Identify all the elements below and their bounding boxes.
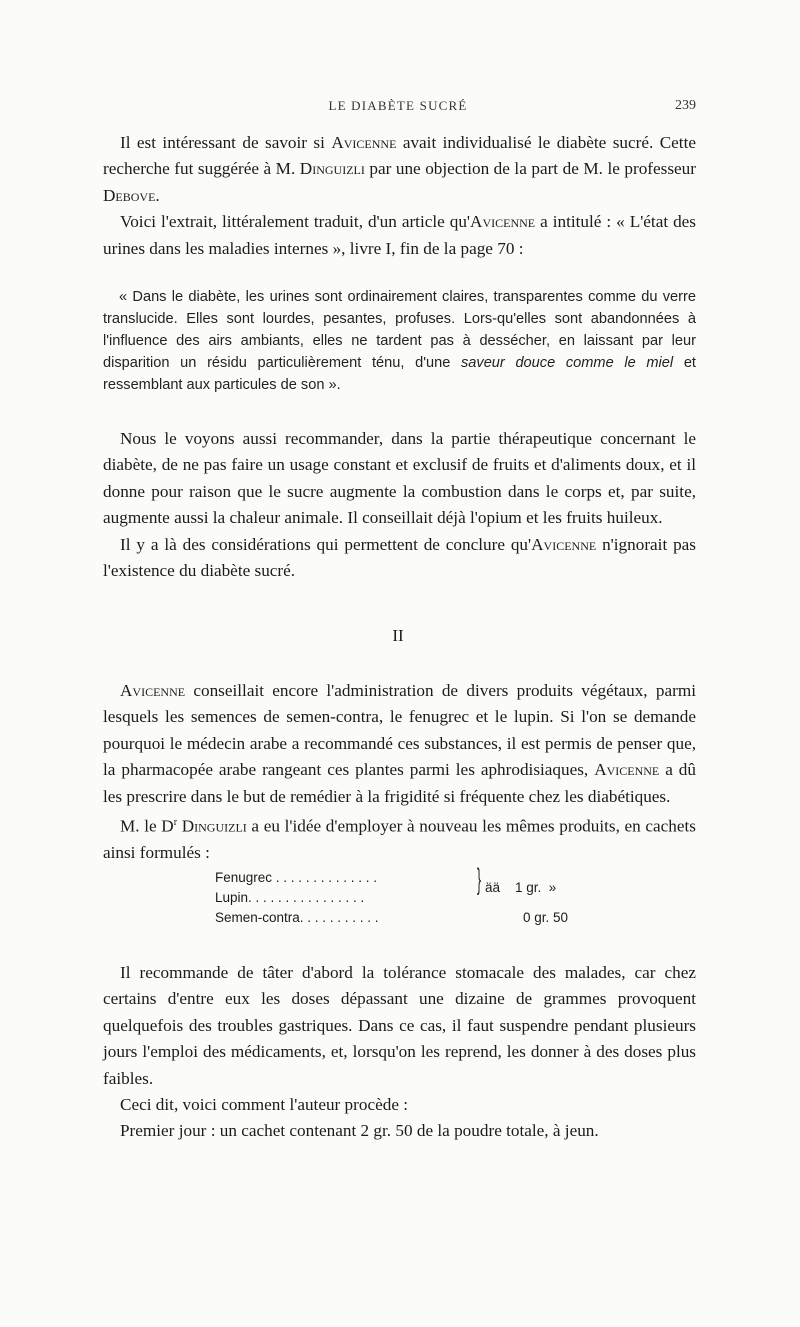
quotation-emphasis: saveur douce comme le miel [460, 355, 674, 371]
paragraph: Il recommande de tâter d'abord la tolérance stomacale des malades, car chez certains d'entre eux les doses dépassant une dizaine de grammes provoquent quelquefois des troubles gastriques. Dans ce cas, il faut suspendre pendant plusieurs jours l'emploi des médicaments, et, lorsqu'on les reprend, les donner à des doses plus faibles. [103, 963, 696, 1088]
paragraph: Avicenne conseillait encore l'administration de divers produits végétaux, parmi lesquels les semences de semen-contra, le fenugrec et le lupin. Si l'on se demande pourquoi le médecin arabe a recommandé ces substances, il est permis de penser que, la pharmacopée arabe rangeant ces plantes parmi les aphrodisiaques, Avicenne a dû les prescrire dans le but de remédier à la frigidité si fréquente chez les diabétiques. [103, 681, 696, 806]
opening-paragraphs [103, 130, 696, 262]
author-name: Avicenne [120, 681, 186, 700]
paragraph: Il est intéressant de savoir si Avicenne avait individualisé le diabète sucré. Cette recherche fut suggérée à M. Dinguizli par une objection de la part de M. le professeur Debove. [103, 133, 696, 205]
grouped-dose: 1 gr. » [515, 880, 557, 895]
section-two-paragraphs [103, 678, 696, 867]
author-name: Avicenne [594, 760, 660, 780]
quotation-block [103, 286, 696, 396]
prescription-row [215, 908, 605, 928]
middle-paragraphs [103, 426, 696, 584]
quotation: « Dans le diabète, les urines sont ordinairement claires, transparentes comme du verre translucide. Elles sont lourdes, pesantes, profuses. Lors-qu'elles sont abandonnées à l'influence des airs ambiants, elles ne tardent pas à dessécher, en laissant par leur disparition un résidu particulièrement ténu, d'une saveur douce comme le miel et ressemblant aux particules de son ». [103, 289, 696, 393]
author-name: Avicenne [331, 133, 397, 152]
prescription-formula [215, 863, 605, 928]
closing-paragraphs [103, 960, 696, 1145]
paragraph: Voici l'extrait, littéralement traduit, d'un article qu'Avicenne a intitulé : « L'état des urines dans les maladies internes », livre I, fin de la page 70 : [103, 212, 696, 258]
paragraph: M. le $D^r$ Dinguizli a eu l'idée d'employer à nouveau les mêmes produits, en cachets ainsi formulés : [103, 816, 696, 863]
paragraph: Il y a là des considérations qui permettent de conclure qu'Avicenne n'ignorait pas l'existence du diabète sucré. [103, 534, 696, 581]
ingredient-name: Fenugrec . . . . . . . . . . . . . . [215, 870, 378, 885]
grouping-brace: } [477, 863, 482, 896]
ingredient-dose: 0 gr. 50 [523, 910, 569, 925]
paragraph: Premier jour : un cachet contenant 2 gr. 50 de la poudre totale, à jeun. [120, 1121, 599, 1141]
ingredient-name: Semen-contra. . . . . . . . . . . [215, 910, 379, 925]
page-header [100, 98, 696, 120]
author-name: Dinguizli [299, 159, 365, 179]
author-name: Avicenne [531, 534, 597, 554]
section-number: II [392, 626, 404, 645]
author-name: Avicenne [470, 212, 536, 232]
author-name: Dinguizli [181, 816, 247, 836]
paragraph: Ceci dit, voici comment l'auteur procède : [120, 1095, 409, 1115]
author-name: Debove [103, 185, 156, 205]
paragraph: Nous le voyons aussi recommander, dans la partie thérapeutique concernant le diabète, de ne pas faire un usage constant et exclusif de fruits et d'aliments doux, et il donne pour raison que le sucre augmente la combustion dans le corps et, par suite, augmente aussi la chaleur animale. Il conseillait déjà l'opium et les fruits huileux. [103, 429, 696, 528]
superscript: r [173, 817, 178, 829]
page-number: 239 [675, 98, 696, 113]
ingredient-name: Lupin. . . . . . . . . . . . . . . . [215, 890, 365, 905]
running-title: LE DIABÈTE SUCRÉ [328, 98, 468, 113]
grouped-label: ää [485, 880, 501, 895]
